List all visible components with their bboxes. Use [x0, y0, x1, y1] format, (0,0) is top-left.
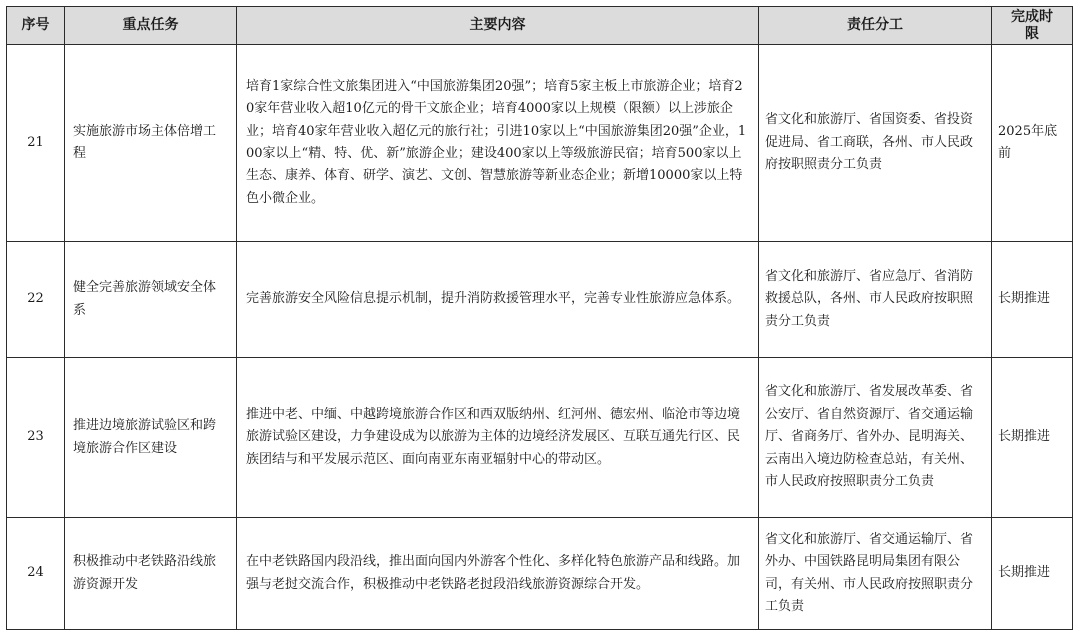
cell-no: 24	[7, 518, 65, 630]
cell-content: 在中老铁路国内段沿线，推出面向国内外游客个性化、多样化特色旅游产品和线路。加强与老挝交流合作，积极推动中老铁路老挝段沿线旅游资源综合开发。	[237, 518, 759, 630]
header-deadline: 完成时限	[992, 7, 1073, 45]
cell-task: 积极推动中老铁路沿线旅游资源开发	[65, 518, 237, 630]
cell-content: 推进中老、中缅、中越跨境旅游合作区和西双版纳州、红河州、德宏州、临沧市等边境旅游试验区建设，力争建设成为以旅游为主体的边境经济发展区、互联互通先行区、民族团结与和平发展示范区、面向南亚东南亚辐射中心的带动区。	[237, 358, 759, 518]
cell-responsibility: 省文化和旅游厅、省交通运输厅、省外办、中国铁路昆明局集团有限公司，有关州、市人民政府按照职责分工负责	[759, 518, 992, 630]
cell-no: 22	[7, 242, 65, 358]
cell-task: 健全完善旅游领域安全体系	[65, 242, 237, 358]
table-row	[7, 518, 1073, 630]
cell-task: 实施旅游市场主体倍增工程	[65, 45, 237, 242]
cell-content: 完善旅游安全风险信息提示机制，提升消防救援管理水平，完善专业性旅游应急体系。	[237, 242, 759, 358]
table-row	[7, 358, 1073, 518]
cell-no: 23	[7, 358, 65, 518]
cell-responsibility: 省文化和旅游厅、省国资委、省投资促进局、省工商联，各州、市人民政府按职照责分工负责	[759, 45, 992, 242]
header-responsibility: 责任分工	[759, 7, 992, 45]
cell-task: 推进边境旅游试验区和跨境旅游合作区建设	[65, 358, 237, 518]
cell-deadline: 长期推进	[992, 358, 1073, 518]
cell-content: 培育1家综合性文旅集团进入“中国旅游集团20强”；培育5家主板上市旅游企业；培育20家年营业收入超10亿元的骨干文旅企业；培育4000家以上规模（限额）以上涉旅企业；培育40家年营业收入超亿元的旅行社；引进10家以上“中国旅游集团20强”企业，100家以上“精、特、优、新”旅游企业；建设400家以上等级旅游民宿；培育500家以上生态、康养、体育、研学、演艺、文创、智慧旅游等新业态企业；新增10000家以上特色小微企业。	[237, 45, 759, 242]
cell-deadline: 长期推进	[992, 518, 1073, 630]
cell-no: 21	[7, 45, 65, 242]
header-content: 主要内容	[237, 7, 759, 45]
header-task: 重点任务	[65, 7, 237, 45]
cell-deadline: 2025年底前	[992, 45, 1073, 242]
header-no: 序号	[7, 7, 65, 45]
cell-responsibility: 省文化和旅游厅、省应急厅、省消防救援总队，各州、市人民政府按职照责分工负责	[759, 242, 992, 358]
table-header-row	[7, 7, 1073, 45]
table-row	[7, 45, 1073, 242]
cell-deadline: 长期推进	[992, 242, 1073, 358]
table-row	[7, 242, 1073, 358]
cell-responsibility: 省文化和旅游厅、省发展改革委、省公安厅、省自然资源厅、省交通运输厅、省商务厅、省外办、昆明海关、云南出入境边防检查总站，有关州、市人民政府按照职责分工负责	[759, 358, 992, 518]
task-table	[6, 6, 1073, 630]
